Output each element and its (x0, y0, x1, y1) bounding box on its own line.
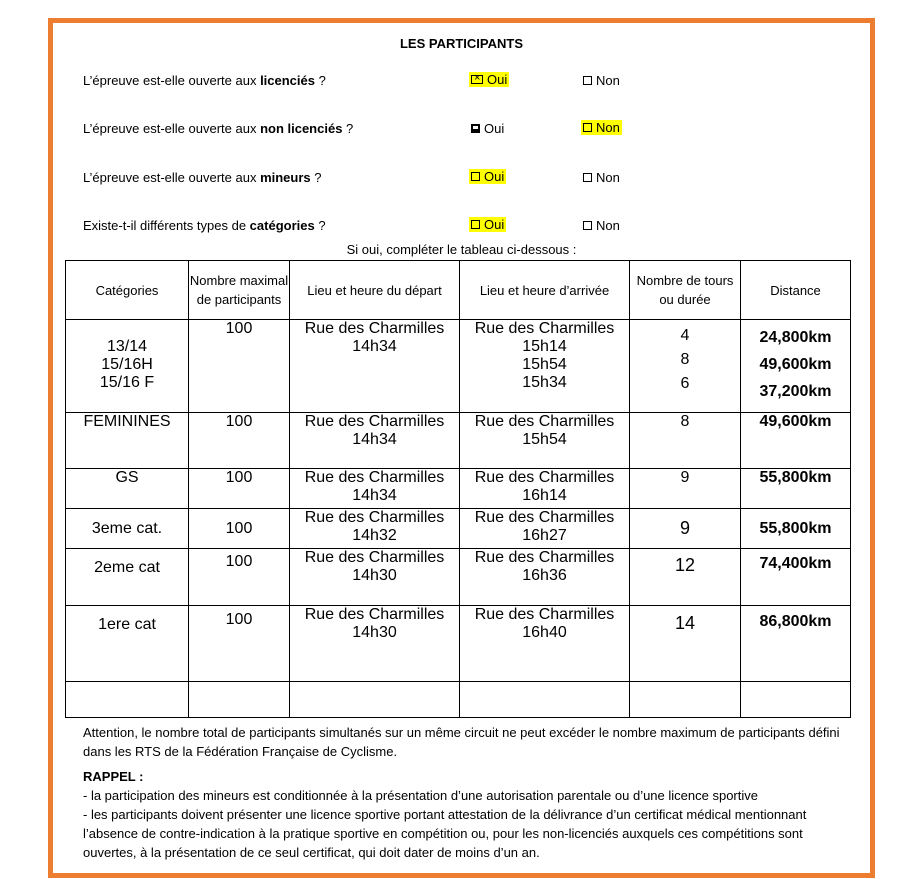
filled-box-icon (471, 124, 480, 133)
cell-depart: Rue des Charmilles 14h34 (290, 469, 460, 509)
checkbox-icon (583, 123, 592, 132)
checkbox-icon (583, 221, 592, 230)
cell-tours: 9 (630, 469, 741, 509)
cell-empty (66, 682, 189, 718)
question-licencies: L’épreuve est-elle ouverte aux licenciés ? (83, 73, 326, 88)
question-non-licencies: L’épreuve est-elle ouverte aux non licenciés ? (83, 121, 354, 136)
participants-table (65, 260, 851, 718)
cell-arrivee: Rue des Charmilles 16h14 (460, 469, 630, 509)
cell-categorie: 13/14 15/16H 15/16 F (66, 320, 189, 413)
non-licencies-non-option[interactable]: Non (581, 120, 622, 135)
table-row (66, 469, 851, 509)
categories-oui-option[interactable]: Oui (469, 217, 506, 232)
header-depart: Lieu et heure du départ (290, 261, 460, 320)
header-max-participants: Nombre maximal de participants (189, 261, 290, 320)
cell-depart: Rue des Charmilles 14h30 (290, 549, 460, 606)
cell-tours: 14 (630, 606, 741, 682)
table-row (66, 606, 851, 682)
footer-notes (83, 723, 853, 862)
cell-depart: Rue des Charmilles 14h32 (290, 509, 460, 549)
cell-distance: 49,600km (741, 413, 851, 469)
cell-arrivee: Rue des Charmilles 15h14 15h54 15h34 (460, 320, 630, 413)
non-licencies-oui-option[interactable]: Oui (471, 121, 504, 136)
cell-tours: 9 (630, 509, 741, 549)
header-arrivee: Lieu et heure d’arrivée (460, 261, 630, 320)
cell-tours: 8 (630, 413, 741, 469)
table-row-empty (66, 682, 851, 718)
cell-arrivee: Rue des Charmilles 16h27 (460, 509, 630, 549)
cell-max: 100 (189, 413, 290, 469)
cell-categorie: 1ere cat (66, 606, 189, 682)
rappel-item: - les participants doivent présenter une licence sportive portant attestation de la délivrance d’un certificat médical mentionnant l’absence de contre-indication à la pratique sportive en compétition ou, pour les non-licenciés auxquels ces compétitions sont ouvertes, à la présentation de ce seul certificat, qui doit dater de moins d’un an. (83, 807, 807, 860)
rappel-item: - la participation des mineurs est conditionnée à la présentation d’une autorisation parentale ou d’une licence sportive (83, 788, 758, 803)
cell-max: 100 (189, 320, 290, 413)
mineurs-oui-option[interactable]: Oui (469, 169, 506, 184)
rappel-heading: RAPPEL : (83, 769, 144, 784)
attention-paragraph: Attention, le nombre total de participants simultanés sur un même circuit ne peut excéder le nombre maximum de participants défini dans les RTS de la Fédération Française de Cyclisme. (83, 725, 840, 759)
cell-categorie: 2eme cat (66, 549, 189, 606)
cell-empty (630, 682, 741, 718)
cell-max: 100 (189, 469, 290, 509)
table-row (66, 413, 851, 469)
cell-empty (460, 682, 630, 718)
section-title: LES PARTICIPANTS (399, 36, 524, 51)
checkbox-icon (583, 76, 592, 85)
licencies-non-option[interactable]: Non (583, 73, 620, 88)
table-header-row (66, 261, 851, 320)
table-row (66, 320, 851, 413)
cell-arrivee: Rue des Charmilles 15h54 (460, 413, 630, 469)
cell-tours: 12 (630, 549, 741, 606)
document-frame (48, 18, 875, 878)
checkbox-icon (471, 220, 480, 229)
cell-categorie: 3eme cat. (66, 509, 189, 549)
header-distance: Distance (741, 261, 851, 320)
question-categories: Existe-t-il différents types de catégories ? (83, 218, 326, 233)
checkbox-icon (471, 172, 480, 181)
cell-arrivee: Rue des Charmilles 16h36 (460, 549, 630, 606)
cell-distance: 55,800km (741, 509, 851, 549)
cell-max: 100 (189, 549, 290, 606)
mineurs-non-option[interactable]: Non (583, 170, 620, 185)
cell-empty (290, 682, 460, 718)
header-categories: Catégories (66, 261, 189, 320)
cell-distance: 55,800km (741, 469, 851, 509)
cell-categorie: GS (66, 469, 189, 509)
table-instruction: Si oui, compléter le tableau ci-dessous : (346, 242, 577, 257)
checked-box-icon (471, 75, 483, 84)
cell-empty (741, 682, 851, 718)
cell-arrivee: Rue des Charmilles 16h40 (460, 606, 630, 682)
table-row (66, 509, 851, 549)
cell-categorie: FEMININES (66, 413, 189, 469)
cell-depart: Rue des Charmilles 14h34 (290, 320, 460, 413)
cell-depart: Rue des Charmilles 14h34 (290, 413, 460, 469)
table-row (66, 549, 851, 606)
cell-tours: 4 8 6 (630, 320, 741, 413)
cell-distance: 24,800km 49,600km 37,200km (741, 320, 851, 413)
cell-max: 100 (189, 509, 290, 549)
licencies-oui-option[interactable]: × Oui (469, 72, 509, 87)
cell-distance: 86,800km (741, 606, 851, 682)
cell-distance: 74,400km (741, 549, 851, 606)
header-tours: Nombre de tours ou durée (630, 261, 741, 320)
cell-depart: Rue des Charmilles 14h30 (290, 606, 460, 682)
checkbox-icon (583, 173, 592, 182)
categories-non-option[interactable]: Non (583, 218, 620, 233)
cell-empty (189, 682, 290, 718)
cell-max: 100 (189, 606, 290, 682)
question-mineurs: L’épreuve est-elle ouverte aux mineurs ? (83, 170, 322, 185)
